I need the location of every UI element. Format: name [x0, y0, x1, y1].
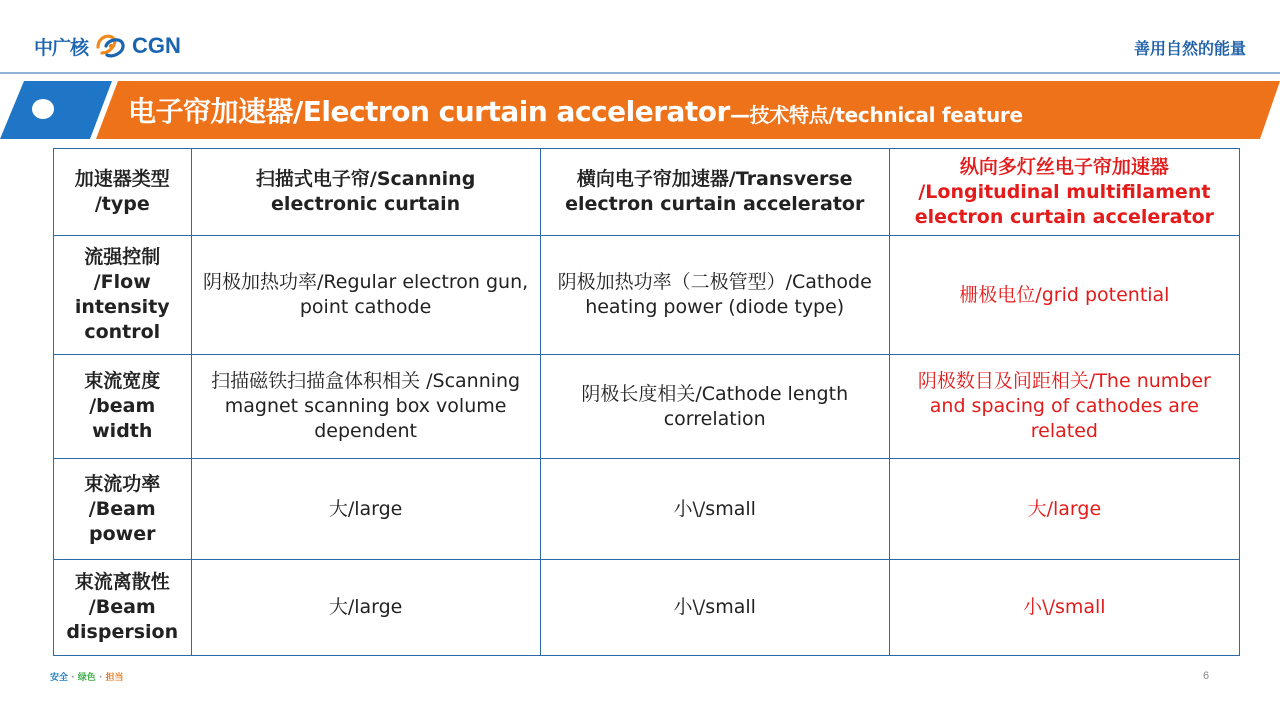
header-cell-longitudinal: 纵向多灯丝电子帘加速器 /Longitudinal multifilament electron curtain accelerator: [889, 149, 1239, 236]
table-row: [54, 236, 1240, 355]
cgn-logo-mark-icon: [92, 31, 128, 61]
table-row: [54, 560, 1240, 656]
table-cell: 大/large: [191, 459, 540, 560]
header-cell-transverse: 横向电子帘加速器/Transverse electron curtain accelerator: [540, 149, 889, 236]
row-label-beam-width: 束流宽度 /beam width: [54, 355, 192, 459]
table-cell: 阴极长度相关/Cathode length correlation: [540, 355, 889, 459]
header-cell-type: 加速器类型 /type: [54, 149, 192, 236]
bullet-circle-icon: [32, 99, 54, 119]
comparison-table-wrapper: [53, 148, 1240, 656]
footer-motto-green: 绿色: [77, 673, 96, 683]
slide-title-sub: —技术特点/technical feature: [729, 102, 1023, 127]
page-number: 6: [1203, 670, 1210, 682]
banner-blue-block: [0, 81, 112, 139]
header-divider: [0, 72, 1280, 74]
footer-motto-responsibility: 担当: [105, 673, 124, 683]
footer-separator: ·: [71, 673, 75, 683]
table-row: [54, 459, 1240, 560]
table-cell: 扫描磁铁扫描盒体积相关 /Scanning magnet scanning box volume dependent: [191, 355, 540, 459]
table-row: [54, 355, 1240, 459]
table-cell: 小\/small: [540, 560, 889, 656]
table-cell: 小\/small: [540, 459, 889, 560]
footer-motto-safety: 安全: [50, 673, 69, 683]
table-cell: 阴极加热功率（二极管型）/Cathode heating power (diode type): [540, 236, 889, 355]
table-cell-highlight: 小\/small: [889, 560, 1239, 656]
row-label-beam-dispersion: 束流离散性 /Beam dispersion: [54, 560, 192, 656]
slide-title-main: 电子帘加速器/Electron curtain accelerator: [128, 95, 730, 128]
cgn-logo: [34, 30, 181, 62]
table-cell: 阴极加热功率/Regular electron gun, point cathode: [191, 236, 540, 355]
table-cell-highlight: 栅极电位/grid potential: [889, 236, 1239, 355]
footer-motto: [50, 670, 123, 683]
header-cell-scanning: 扫描式电子帘/Scanning electronic curtain: [191, 149, 540, 236]
table-cell-highlight: 阴极数目及间距相关/The number and spacing of cathodes are related: [889, 355, 1239, 459]
row-label-flow-intensity: 流强控制 /Flow intensity control: [54, 236, 192, 355]
table-cell: 大/large: [191, 560, 540, 656]
title-banner: [0, 81, 1280, 139]
slide-title: [128, 81, 1023, 139]
comparison-table: [53, 148, 1240, 656]
slogan: 善用自然的能量: [1133, 39, 1246, 58]
table-cell-highlight: 大/large: [889, 459, 1239, 560]
table-header-row: [54, 149, 1240, 236]
footer-separator: ·: [98, 673, 103, 683]
logo-chinese-text: 中广核: [34, 36, 89, 59]
logo-english-text: CGN: [132, 33, 181, 58]
row-label-beam-power: 束流功率 /Beam power: [54, 459, 192, 560]
